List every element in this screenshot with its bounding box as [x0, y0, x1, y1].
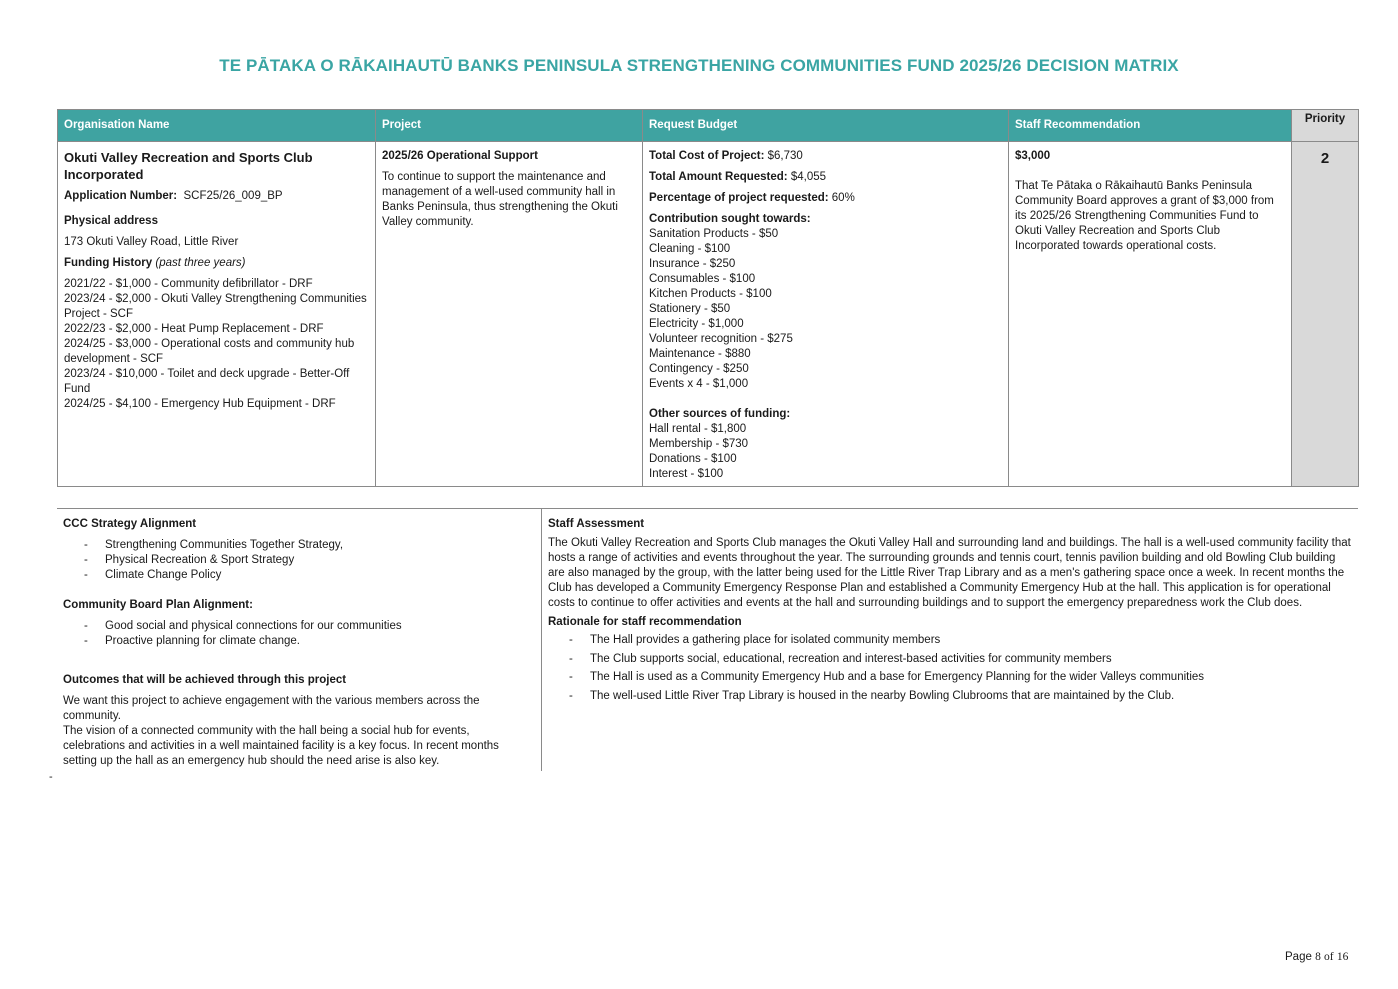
header-priority: Priority — [1292, 110, 1359, 142]
total-requested — [649, 170, 1002, 185]
outcomes-heading: Outcomes that will be achieved through this project — [63, 674, 347, 686]
list-item: - Good social and physical connections for our communities — [63, 619, 533, 634]
contribution-list — [649, 227, 1002, 392]
project-description: To continue to support the maintenance and management of a well-used community hall in Banks Peninsula, thus strengthening the Okuti Valley community. — [382, 171, 618, 228]
total-cost — [649, 149, 1002, 164]
list-item: Sanitation Products - $50 — [649, 228, 779, 240]
list-item: Events x 4 - $1,000 — [649, 378, 749, 390]
budget-cell — [643, 142, 1009, 487]
funding-history-label: Funding History — [64, 257, 153, 269]
list-item: Cleaning - $100 — [649, 243, 731, 255]
list-item: - The Hall provides a gathering place for isolated community members — [548, 633, 1353, 648]
project-cell — [376, 142, 643, 487]
outcomes-paragraph-1: We want this project to achieve engagement with the various members across the community. — [63, 695, 480, 722]
application-value: SCF25/26_009_BP — [183, 190, 283, 202]
list-item: Donations - $100 — [649, 453, 737, 465]
page-of: of — [1324, 951, 1334, 963]
header-project: Project — [376, 110, 643, 142]
ccc-strategy-list — [63, 538, 533, 583]
document-title: TE PĀTAKA O RĀKAIHAUTŪ BANKS PENINSULA STRENGTHENING COMMUNITIES FUND 2025/26 DECISION MATRIX — [219, 56, 1179, 75]
list-item: 2023/24 - $2,000 - Okuti Valley Strengthening Communities Project - SCF — [64, 293, 367, 320]
list-item: Insurance - $250 — [649, 258, 736, 270]
header-budget: Request Budget — [643, 110, 1009, 142]
total-requested-value: $4,055 — [790, 171, 827, 183]
contribution-label: Contribution sought towards: — [649, 213, 811, 225]
recommendation-cell — [1009, 142, 1292, 487]
total-cost-value: $6,730 — [767, 150, 803, 162]
list-item: - Climate Change Policy — [63, 568, 533, 583]
board-plan-list — [63, 619, 533, 649]
funding-history-note: (past three years) — [155, 257, 246, 269]
rationale-heading: Rationale for staff recommendation — [548, 616, 742, 628]
page-number — [1285, 950, 1348, 965]
list-item: Consumables - $100 — [649, 273, 756, 285]
assessment-section — [548, 517, 1353, 707]
funding-history-list — [64, 277, 369, 412]
list-item: 2022/23 - $2,000 - Heat Pump Replacement - DRF — [64, 323, 324, 335]
percentage-requested — [649, 191, 1002, 206]
outcomes-paragraph-2: The vision of a connected community with the hall being a social hub for events, celebrations and activities in a well maintained facility is a key focus. In recent months setting up the hall as an emergency hub should the need arise is also key. — [63, 725, 499, 767]
section-divider — [57, 508, 1358, 509]
other-sources-list — [649, 422, 1002, 482]
list-item: - Physical Recreation & Sport Strategy — [63, 553, 533, 568]
list-item: Electricity - $1,000 — [649, 318, 744, 330]
priority-cell — [1292, 142, 1359, 487]
staff-assessment-heading: Staff Assessment — [548, 518, 645, 530]
page-total: 16 — [1336, 951, 1349, 963]
total-cost-label: Total Cost of Project: — [649, 150, 765, 162]
list-item: Volunteer recognition - $275 — [649, 333, 793, 345]
percentage-value: 60% — [831, 192, 855, 204]
recommendation-text: That Te Pātaka o Rākaihautū Banks Peninsula Community Board approves a grant of $3,000 from its 2025/26 Strengthening Communities Fund to Okuti Valley Recreation and Sports Club Incorporated towards operational costs. — [1015, 180, 1274, 252]
column-divider — [541, 509, 542, 771]
stray-dash-mark: - — [49, 771, 53, 783]
decision-matrix-table — [57, 109, 1359, 487]
list-item: 2024/25 - $4,100 - Emergency Hub Equipment - DRF — [64, 398, 336, 410]
list-item: Stationery - $50 — [649, 303, 731, 315]
page-current: 8 — [1315, 951, 1321, 963]
list-item: Kitchen Products - $100 — [649, 288, 772, 300]
strategy-section — [63, 517, 533, 769]
list-item: Interest - $100 — [649, 468, 724, 480]
staff-assessment-text: The Okuti Valley Recreation and Sports Club manages the Okuti Valley Hall and surrounding land and buildings. The hall is a well-used community facility that hosts a range of activities and events throughout the year. The surrounding grounds and tennis court, tennis pavilion building and old Bowling Club building are also managed by the group, with the latter being used for the Little River Trap Library and as a men's gathering space once a week. In recent months the Club has developed a Community Emergency Response Plan and established a Community Emergency Hub at the hall. This application is for operational costs to continue to offer activities and events at the hall and surrounding buildings and to support the emergency preparedness work the Club does. — [548, 537, 1351, 609]
page-prefix: Page — [1285, 951, 1312, 963]
header-recommendation: Staff Recommendation — [1009, 110, 1292, 142]
organisation-cell — [58, 142, 376, 487]
list-item: Maintenance - $880 — [649, 348, 751, 360]
list-item: Membership - $730 — [649, 438, 749, 450]
table-header-row — [58, 110, 1359, 142]
address-label: Physical address — [64, 215, 158, 227]
organisation-name: Okuti Valley Recreation and Sports Club Incorporated — [64, 150, 313, 182]
total-requested-label: Total Amount Requested: — [649, 171, 788, 183]
other-sources-label: Other sources of funding: — [649, 408, 791, 420]
rationale-list — [548, 633, 1353, 704]
list-item: 2021/22 - $1,000 - Community defibrillator - DRF — [64, 278, 313, 290]
application-number — [64, 189, 369, 204]
list-item: - The well-used Little River Trap Library is housed in the nearby Bowling Clubrooms that are maintained by the Club. — [548, 689, 1353, 704]
header-organisation: Organisation Name — [58, 110, 376, 142]
table-row — [58, 142, 1359, 487]
application-label: Application Number: — [64, 190, 178, 202]
list-item: Hall rental - $1,800 — [649, 423, 747, 435]
list-item: Contingency - $250 — [649, 363, 749, 375]
ccc-strategy-heading: CCC Strategy Alignment — [63, 518, 197, 530]
list-item: 2023/24 - $10,000 - Toilet and deck upgrade - Better-Off Fund — [64, 368, 350, 395]
board-plan-heading: Community Board Plan Alignment: — [63, 599, 253, 611]
project-title: 2025/26 Operational Support — [382, 150, 538, 162]
address-value: 173 Okuti Valley Road, Little River — [64, 236, 239, 248]
list-item: - Proactive planning for climate change. — [63, 634, 533, 649]
recommendation-amount: $3,000 — [1015, 150, 1051, 162]
list-item: - The Club supports social, educational, recreation and interest-based activities for community members — [548, 652, 1353, 667]
priority-value: 2 — [1320, 150, 1330, 167]
funding-history-heading — [64, 256, 369, 271]
list-item: - Strengthening Communities Together Strategy, — [63, 538, 533, 553]
percentage-label: Percentage of project requested: — [649, 192, 829, 204]
list-item: - The Hall is used as a Community Emergency Hub and a base for Emergency Planning for the wider Valleys communities — [548, 670, 1353, 685]
list-item: 2024/25 - $3,000 - Operational costs and community hub development - SCF — [64, 338, 355, 365]
